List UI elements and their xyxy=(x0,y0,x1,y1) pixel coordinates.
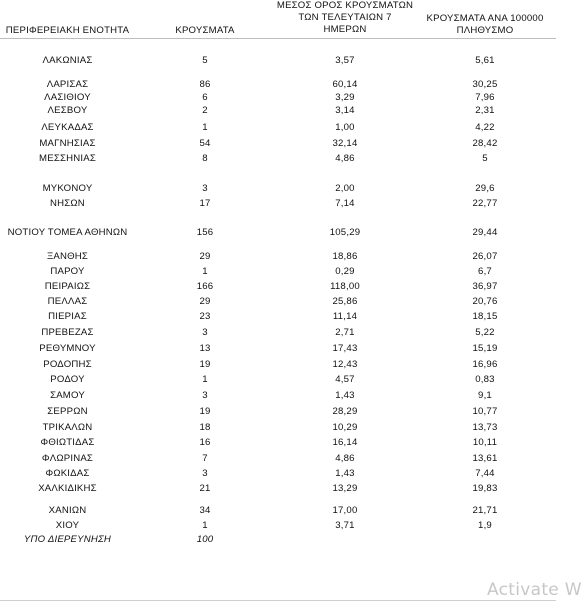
cases-per-100k-cell: 21,71 xyxy=(472,505,498,516)
table-row xyxy=(0,468,565,480)
cases-cell: 7 xyxy=(202,453,208,464)
cases-cell: 34 xyxy=(199,505,211,516)
cases-cell: 6 xyxy=(202,92,208,103)
cases-per-100k-cell: 29,6 xyxy=(475,183,495,194)
cases-cell: 1 xyxy=(202,374,208,385)
cases-cell: 21 xyxy=(199,483,211,494)
table-row xyxy=(0,327,565,339)
region-cell: ΧΙΟΥ xyxy=(55,520,80,531)
region-cell: ΜΕΣΣΗΝΙΑΣ xyxy=(39,153,96,164)
cases-per-100k-cell: 15,19 xyxy=(472,343,498,354)
bottom-divider xyxy=(0,600,556,601)
cases-per-100k-cell: 19,83 xyxy=(472,483,498,494)
table-row xyxy=(0,92,565,104)
region-cell: ΡΟΔΟΥ xyxy=(50,374,85,385)
seven-day-average-cell: 4,86 xyxy=(335,153,355,164)
cases-per-100k-cell: 20,76 xyxy=(472,296,498,307)
cases-cell: 13 xyxy=(199,343,211,354)
table-row xyxy=(0,251,565,263)
table-row xyxy=(0,343,565,355)
region-cell: ΛΑΡΙΣΑΣ xyxy=(46,79,89,90)
cases-cell: 23 xyxy=(199,311,211,322)
seven-day-average-cell: 105,29 xyxy=(329,227,361,238)
seven-day-average-cell: 28,29 xyxy=(332,406,358,417)
cases-cell: 3 xyxy=(202,390,208,401)
cases-per-100k-cell: 18,15 xyxy=(472,311,498,322)
seven-day-average-cell: 3,14 xyxy=(335,105,355,116)
cases-cell: 2 xyxy=(202,105,208,116)
cases-per-100k-cell: 7,96 xyxy=(475,92,495,103)
table-row xyxy=(0,422,565,434)
table-row xyxy=(0,122,565,134)
table-row xyxy=(0,483,565,495)
seven-day-average-cell: 3,29 xyxy=(335,92,355,103)
cases-per-100k-cell: 28,42 xyxy=(472,138,498,149)
under-investigation-row xyxy=(0,534,565,546)
seven-day-average-cell: 2,00 xyxy=(335,183,355,194)
cases-cell: 19 xyxy=(199,359,211,370)
seven-day-average-cell: 1,00 xyxy=(335,122,355,133)
region-cell: ΦΩΚΙΔΑΣ xyxy=(45,468,90,479)
header-seven-day-average xyxy=(270,0,420,36)
seven-day-average-cell: 17,43 xyxy=(332,343,358,354)
header-line: ΜΕΣΟΣ ΟΡΟΣ ΚΡΟΥΣΜΑΤΩΝ xyxy=(276,0,414,11)
cases-per-100k-cell: 26,07 xyxy=(472,251,498,262)
table-row xyxy=(0,390,565,402)
cases-cell: 1 xyxy=(202,520,208,531)
cases-per-100k-cell: 10,11 xyxy=(472,437,498,448)
seven-day-average-cell: 4,57 xyxy=(335,374,355,385)
seven-day-average-cell: 11,14 xyxy=(332,311,358,322)
header-line: ΚΡΟΥΣΜΑΤΑ xyxy=(175,25,235,36)
activation-watermark: Activate W xyxy=(487,580,582,600)
under-investigation-cases: 100 xyxy=(196,534,214,545)
cases-per-100k-cell: 22,77 xyxy=(472,198,498,209)
cases-cell: 16 xyxy=(199,437,211,448)
under-investigation-label: ΥΠΟ ΔΙΕΡΕΥΝΗΣΗ xyxy=(23,534,112,545)
table-row xyxy=(0,359,565,371)
cases-per-100k-cell: 5 xyxy=(482,153,488,164)
cases-cell: 29 xyxy=(199,251,211,262)
seven-day-average-cell: 12,43 xyxy=(332,359,358,370)
table-row xyxy=(0,437,565,449)
cases-per-100k-cell: 13,61 xyxy=(472,453,498,464)
cases-cell: 5 xyxy=(202,55,208,66)
seven-day-average-cell: 60,14 xyxy=(332,79,358,90)
header-divider xyxy=(0,38,556,39)
cases-per-100k-cell: 4,22 xyxy=(475,122,495,133)
region-cell: ΡΕΘΥΜΝΟΥ xyxy=(39,343,96,354)
cases-cell: 166 xyxy=(196,281,214,292)
seven-day-average-cell: 118,00 xyxy=(330,281,360,292)
cases-per-100k-cell: 13,73 xyxy=(472,422,498,433)
region-cell: ΡΟΔΟΠΗΣ xyxy=(43,359,92,370)
seven-day-average-cell: 25,86 xyxy=(332,296,358,307)
region-cell: ΞΑΝΘΗΣ xyxy=(46,251,89,262)
cases-cell: 17 xyxy=(199,198,211,209)
seven-day-average-cell: 18,86 xyxy=(332,251,358,262)
cases-per-100k-cell: 1,9 xyxy=(478,520,492,531)
region-cell: ΦΘΙΩΤΙΔΑΣ xyxy=(40,437,95,448)
table-row xyxy=(0,55,565,67)
table-row xyxy=(0,138,565,150)
seven-day-average-cell: 4,86 xyxy=(335,453,355,464)
region-cell: ΛΕΣΒΟΥ xyxy=(47,105,88,116)
cases-cell: 8 xyxy=(202,153,208,164)
cases-cell: 1 xyxy=(202,122,208,133)
table-row xyxy=(0,453,565,465)
seven-day-average-cell: 3,71 xyxy=(335,520,355,531)
region-cell: ΤΡΙΚΑΛΩΝ xyxy=(42,422,93,433)
cases-cell: 3 xyxy=(202,183,208,194)
cases-cell: 19 xyxy=(199,406,211,417)
region-cell: ΝΟΤΙΟΥ ΤΟΜΕΑ ΑΘΗΝΩΝ xyxy=(7,227,128,238)
header-line: ΠΛΗΘΥΣΜΟ xyxy=(456,25,514,36)
cases-per-100k-cell: 9,1 xyxy=(478,390,492,401)
region-cell: ΝΗΣΩΝ xyxy=(50,198,85,209)
region-cell: ΧΑΝΙΩΝ xyxy=(48,505,87,516)
cases-per-100k-cell: 5,22 xyxy=(475,327,495,338)
seven-day-average-cell: 7,14 xyxy=(335,198,355,209)
seven-day-average-cell: 1,43 xyxy=(335,390,355,401)
seven-day-average-cell: 32,14 xyxy=(332,138,358,149)
cases-cell: 18 xyxy=(199,422,211,433)
cases-per-100k-cell: 10,77 xyxy=(472,406,498,417)
header-line: ΠΕΡΙΦΕΡΕΙΑΚΗ ΕΝΟΤΗΤΑ xyxy=(5,25,130,36)
cases-per-100k-cell: 30,25 xyxy=(472,79,498,90)
table-row xyxy=(0,153,565,165)
table-row xyxy=(0,281,565,293)
cases-cell: 1 xyxy=(202,266,208,277)
cases-per-100k-cell: 5,61 xyxy=(475,55,495,66)
region-cell: ΛΑΚΩΝΙΑΣ xyxy=(42,55,93,66)
table-row xyxy=(0,296,565,308)
header-line: ΤΩΝ ΤΕΛΕΥΤΑΙΩΝ 7 xyxy=(298,12,392,23)
region-cell: ΠΕΙΡΑΙΩΣ xyxy=(44,281,91,292)
cases-per-100k-cell: 2,31 xyxy=(475,105,495,116)
seven-day-average-cell: 3,57 xyxy=(335,55,355,66)
table-row xyxy=(0,520,565,532)
table-row xyxy=(0,374,565,386)
header-line: ΚΡΟΥΣΜΑΤΑ ΑΝΑ 100000 xyxy=(426,13,544,24)
region-cell: ΣΕΡΡΩΝ xyxy=(47,406,88,417)
region-cell: ΦΛΩΡΙΝΑΣ xyxy=(41,453,94,464)
table-row xyxy=(0,505,565,517)
table-row xyxy=(0,105,565,117)
seven-day-average-cell: 17,00 xyxy=(332,505,358,516)
seven-day-average-cell: 10,29 xyxy=(332,422,358,433)
header-cases xyxy=(170,25,240,37)
seven-day-average-cell: 13,29 xyxy=(332,483,358,494)
table-row xyxy=(0,266,565,278)
region-cell: ΠΡΕΒΕΖΑΣ xyxy=(41,327,94,338)
cases-cell: 156 xyxy=(196,227,214,238)
cases-per-100k-cell: 6,7 xyxy=(478,266,492,277)
seven-day-average-cell: 16,14 xyxy=(332,437,358,448)
seven-day-average-cell: 0,29 xyxy=(335,266,355,277)
header-region xyxy=(0,25,135,37)
table-row xyxy=(0,406,565,418)
cases-per-100k-cell: 36,97 xyxy=(472,281,498,292)
seven-day-average-cell: 1,43 xyxy=(335,468,355,479)
table-row xyxy=(0,227,565,239)
cases-per-100k-cell: 0,83 xyxy=(475,374,495,385)
seven-day-average-cell: 2,71 xyxy=(335,327,355,338)
table-row xyxy=(0,311,565,323)
cases-per-100k-cell: 7,44 xyxy=(475,468,495,479)
cases-cell: 3 xyxy=(202,327,208,338)
table-row xyxy=(0,198,565,210)
region-cell: ΛΕΥΚΑΔΑΣ xyxy=(41,122,94,133)
region-cell: ΣΑΜΟΥ xyxy=(50,390,85,401)
header-cases-per-100k xyxy=(410,13,560,37)
cases-cell: 86 xyxy=(199,79,211,90)
cases-per-100k-cell: 16,96 xyxy=(472,359,498,370)
table-row xyxy=(0,79,565,91)
region-cell: ΧΑΛΚΙΔΙΚΗΣ xyxy=(38,483,97,494)
cases-cell: 54 xyxy=(199,138,211,149)
region-cell: ΠΑΡΟΥ xyxy=(50,266,85,277)
region-cell: ΜΥΚΟΝΟΥ xyxy=(42,183,93,194)
region-cell: ΛΑΣΙΘΙΟΥ xyxy=(44,92,91,103)
region-cell: ΠΕΛΛΑΣ xyxy=(47,296,88,307)
table-row xyxy=(0,183,565,195)
cases-per-100k-cell: 29,44 xyxy=(472,227,498,238)
header-line: ΗΜΕΡΩΝ xyxy=(323,24,367,35)
region-cell: ΜΑΓΝΗΣΙΑΣ xyxy=(39,138,96,149)
cases-cell: 29 xyxy=(199,296,211,307)
cases-cell: 3 xyxy=(202,468,208,479)
region-cell: ΠΙΕΡΙΑΣ xyxy=(48,311,87,322)
